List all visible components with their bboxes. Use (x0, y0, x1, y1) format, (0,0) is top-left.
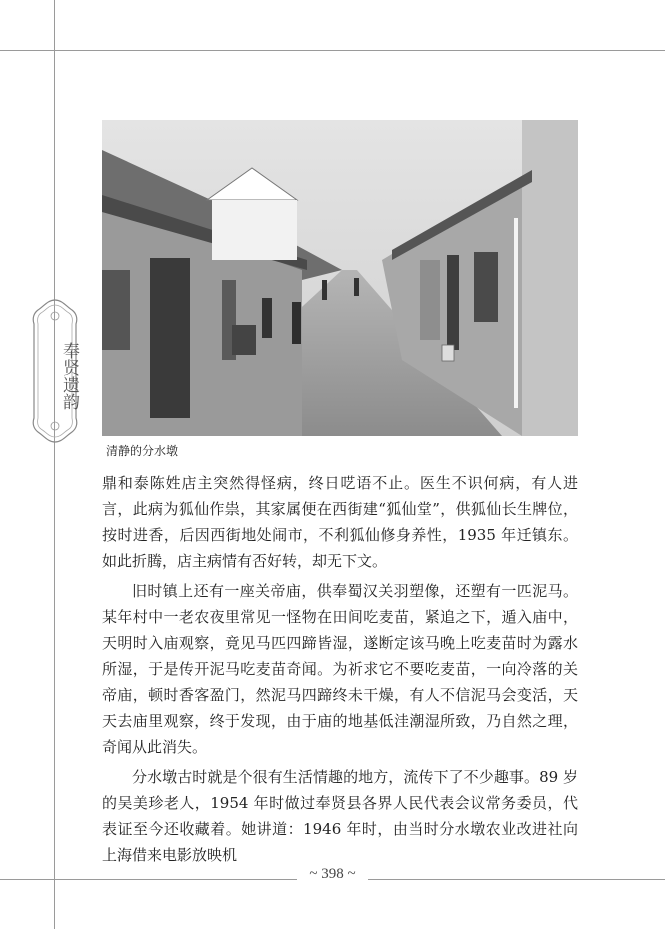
paragraph-3: 分水墩古时就是个很有生活情趣的地方，流传下了不少趣事。89 岁的吴美珍老人，1954 年时做过奉贤县各界人民代表会议常务委员，代表证至今还收藏着。她讲道：1946 年时，由当时分水墩农业改进社向上海借来电影放映机 (102, 768, 578, 864)
paragraph-1: 鼎和泰陈姓店主突然得怪病，终日呓语不止。医生不识何病，有人进言，此病为狐仙作祟，其家属便在西街建“狐仙堂”，供狐仙长生牌位，按时进香，后因西街地处闹市，不利狐仙修身养性，1935 年迁镇东。如此折腾，店主病情有否好转，却无下文。 (102, 474, 578, 570)
street-photo (102, 120, 578, 436)
page-number-text: ~ 398 ~ (297, 866, 367, 882)
header-rule (0, 50, 665, 51)
margin-rule (54, 0, 55, 929)
sidebar-title: 奉贤遗韵 (59, 342, 79, 410)
photo-caption: 清静的分水墩 (106, 444, 179, 458)
page-number (0, 866, 665, 883)
paragraph-2: 旧时镇上还有一座关帝庙，供奉蜀汉关羽塑像，还塑有一匹泥马。某年村中一老农夜里常见一怪物在田间吃麦苗，紧追之下，遁入庙中，天明时入庙观察，竟见马匹四蹄皆湿，遂断定该马晚上吃麦苗时为露水所湿，于是传开泥马吃麦苗奇闻。为祈求它不要吃麦苗，一向冷落的关帝庙，顿时香客盈门，然泥马四蹄终未干燥，有人不信泥马会变活，天天去庙里观察，终于发现，由于庙的地基低洼潮湿所致，乃自然之理，奇闻从此消失。 (102, 582, 578, 756)
article-body (102, 470, 578, 868)
